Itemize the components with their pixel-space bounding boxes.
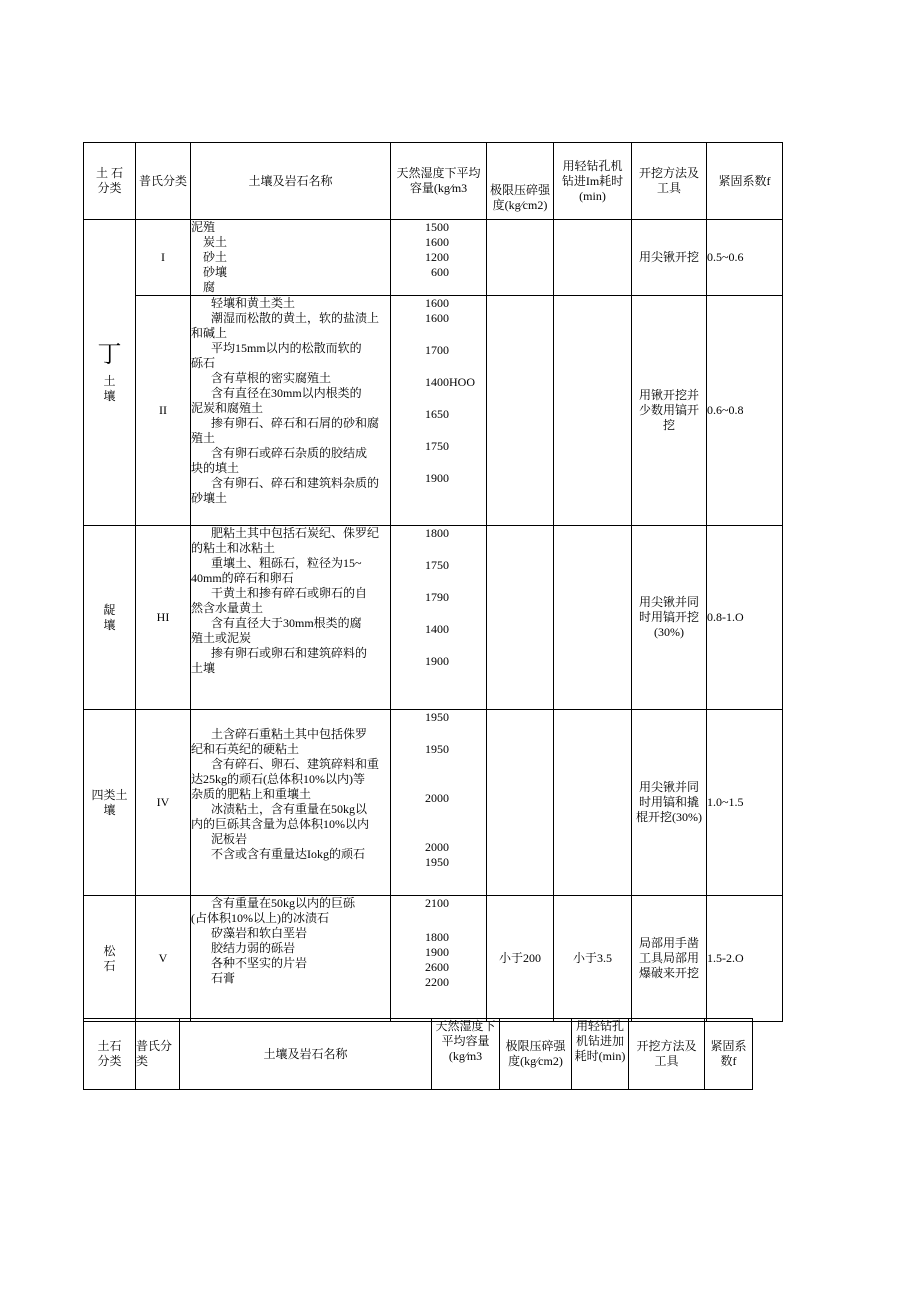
grade-cell: IV	[136, 710, 191, 896]
header-soil-name: 土壤及岩石名称	[191, 143, 391, 220]
table-row	[84, 296, 783, 526]
soil-name-cell: 土含碎石重粘土其中包括侏罗 纪和石英纪的硬粘土 含有碎石、卵石、建筑碎料和重 达25kg的顽石(总体积10%以内)等 杂质的肥粘上和重壤土 冰渍粘土，含有重量在50kg以 内的巨砾其含量为总体积10%以内 泥板岩 不含或含有重量达Iokg的顽石	[191, 710, 391, 896]
strength-cell	[487, 296, 554, 526]
soil-name-cell: 肥粘土其中包括石炭纪、侏罗纪 的粘土和冰粘土 重壤土、粗砾石，粒径为15~ 40mm的碎石和卵石 干黄土和掺有碎石或卵石的自 然含水量黄土 含有直径大于30mm根类的腐 殖土或泥炭 掺有卵石或卵石和建筑碎料的 土壤	[191, 526, 391, 710]
header-soil-category: 土 石 分类	[84, 143, 136, 220]
grade-cell: II	[136, 296, 191, 526]
repeated-header-table	[83, 1018, 753, 1090]
table-row	[84, 710, 783, 896]
method-cell: 用尖锹开挖	[632, 220, 707, 296]
header-firmness-coefficient: 紧固系数f	[707, 143, 783, 220]
header-compressive-strength: 极限压碎强 度(kg∕cm2)	[487, 143, 554, 220]
category-cell: 四类土 壤	[84, 710, 136, 896]
coefficient-cell: 0.5~0.6	[707, 220, 783, 296]
header-row	[84, 143, 783, 220]
footer-soil-name: 土壤及岩石名称	[180, 1019, 432, 1090]
density-cell: 1500 1600 1200 600	[391, 220, 487, 296]
drill-time-cell	[554, 710, 632, 896]
table-row	[84, 526, 783, 710]
table-row	[84, 220, 783, 296]
footer-protodyakonov-class: 普氏分 类	[136, 1019, 180, 1090]
method-cell: 局部用手凿 工具局部用 爆破来开挖	[632, 896, 707, 1022]
soil-name-cell: 轻壤和黄土类土 潮湿而松散的黄土，软的盐渍上 和碱上 平均15mm以内的松散而软的 砾石 含有草根的密实腐殖土 含有直径在30mm以内根类的 泥炭和腐殖土 掺有卵石、碎石和石屑的砂和腐 殖土 含有卵石或碎石杂质的胶结成 块的填土 含有卵石、碎石和建筑料杂质的 砂壤土	[191, 296, 391, 526]
drill-time-cell	[554, 296, 632, 526]
method-cell: 用锹开挖并 少数用镐开 挖	[632, 296, 707, 526]
category-cell: 龊 壤	[84, 526, 136, 710]
density-cell: 1600 1600 1700 1400HOO 1650 1750 1900	[391, 296, 487, 526]
footer-soil-category: 土石 分类	[84, 1019, 136, 1090]
category-cell: 丁 土 壤	[84, 220, 136, 526]
footer-excavation-method: 开挖方法及 工具	[629, 1019, 705, 1090]
category-cell: 松 石	[84, 896, 136, 1022]
coefficient-cell: 1.0~1.5	[707, 710, 783, 896]
method-cell: 用尖锹并同 时用镐和撬 棍开挖(30%)	[632, 710, 707, 896]
footer-header-row	[84, 1019, 753, 1090]
grade-cell: V	[136, 896, 191, 1022]
strength-cell	[487, 710, 554, 896]
footer-compressive-strength: 极限压碎强 度(kg∕cm2)	[500, 1019, 572, 1090]
coefficient-cell: 1.5-2.O	[707, 896, 783, 1022]
table-row	[84, 896, 783, 1022]
density-cell: 2100 1800 1900 2600 2200	[391, 896, 487, 1022]
footer-density: 天然湿度下 平均容量 (kg∕m3	[432, 1019, 500, 1090]
header-density: 天然湿度下平均 容量(kg∕m3	[391, 143, 487, 220]
soil-name-cell: 泥殖 炭土 砂土 砂壤 腐	[191, 220, 391, 296]
soil-classification-table	[83, 142, 783, 1022]
drill-time-cell: 小于3.5	[554, 896, 632, 1022]
drill-time-cell	[554, 526, 632, 710]
footer-firmness-coefficient: 紧固系 数f	[705, 1019, 753, 1090]
category-mark: 丁	[97, 341, 122, 368]
footer-drill-time: 用轻钻孔 机钻进加 耗时(min)	[572, 1019, 629, 1090]
header-drill-time: 用轻钻孔机 钻进Im耗时 (min)	[554, 143, 632, 220]
drill-time-cell	[554, 220, 632, 296]
grade-cell: I	[136, 220, 191, 296]
method-cell: 用尖锹并同 时用镐开挖 (30%)	[632, 526, 707, 710]
strength-cell	[487, 220, 554, 296]
density-cell: 1950 1950 2000 2000 1950	[391, 710, 487, 896]
strength-cell: 小于200	[487, 896, 554, 1022]
grade-cell: HI	[136, 526, 191, 710]
soil-name-cell: 含有重量在50kg以内的巨砾 (占体积10%以上)的冰渍石 矽藻岩和软白垩岩 胶结力弱的砾岩 各种不坚实的片岩 石膏	[191, 896, 391, 1022]
coefficient-cell: 0.6~0.8	[707, 296, 783, 526]
strength-cell	[487, 526, 554, 710]
coefficient-cell: 0.8-1.O	[707, 526, 783, 710]
header-protodyakonov-class: 普氏分类	[136, 143, 191, 220]
header-excavation-method: 开挖方法及 工具	[632, 143, 707, 220]
density-cell: 1800 1750 1790 1400 1900	[391, 526, 487, 710]
